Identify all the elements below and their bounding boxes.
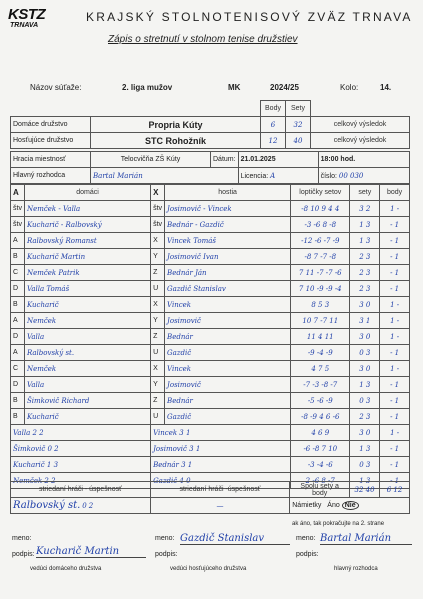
total-sety: 32 40 (350, 482, 380, 498)
match-away-player: Vincek (165, 297, 291, 313)
date-label: Dátum: (211, 152, 239, 168)
match-away-player: Vincek Tomáš (165, 233, 291, 249)
away-captain-name: Gazdič Stanislav (180, 533, 290, 545)
number-label: číslo: (320, 172, 337, 180)
match-row (11, 393, 410, 409)
match-sety: 2 3 (350, 249, 380, 265)
away-sets: 40 (286, 133, 311, 149)
time-unit: hod. (340, 156, 356, 163)
home-sub-val: 0 (82, 502, 87, 510)
match-sety: 3 0 (350, 425, 380, 441)
time-text: 18:00 (320, 156, 339, 163)
notes-yes: Áno (327, 502, 340, 509)
match-sety: 3 2 (350, 201, 380, 217)
referee-name: Bartal Marián (91, 168, 239, 184)
sety-col-header: sety (350, 185, 380, 201)
match-sety: 2 3 (350, 281, 380, 297)
away-col-header: hostia (165, 185, 291, 201)
summary-away: Josimovič 3 1 (151, 441, 291, 457)
match-away-code: Z (151, 329, 165, 345)
match-away-code: X (151, 297, 165, 313)
match-body: - 1 (380, 393, 410, 409)
podpis-label-ref: podpis: (296, 551, 319, 558)
match-away-code: U (151, 409, 165, 425)
away-team-label: Hosťujúce družstvo (11, 133, 91, 149)
away-team-name: STC Rohožník (91, 133, 261, 149)
referee-label: Hlavný rozhodca (11, 168, 91, 184)
match-away-code: Y (151, 313, 165, 329)
match-body: - 1 (380, 409, 410, 425)
subs-table (10, 481, 410, 514)
match-balls: -9 -4 -9 (291, 345, 350, 361)
match-home-player: Valla (24, 329, 150, 345)
match-balls: -5 -6 -9 (291, 393, 350, 409)
match-body: 1 - (380, 329, 410, 345)
notes-no: Nie (342, 501, 359, 510)
x-letter: X (151, 185, 165, 201)
podpis-label-away: podpis: (155, 551, 178, 558)
home-captain-label: vedúci domáceho družstva (30, 566, 102, 572)
match-away-player: Gazdič (165, 345, 291, 361)
venue-table (10, 151, 410, 184)
match-sety: 1 3 (350, 377, 380, 393)
match-sety: 0 3 (350, 457, 380, 473)
away-subs-label: striedaní hráči -úspešnosť (150, 482, 290, 498)
summary-home: Nemček 2 2 (11, 473, 151, 489)
match-home-code: B (11, 297, 25, 313)
license-value: A (270, 171, 276, 180)
match-away-player: Josimovič - Vincek (165, 201, 291, 217)
match-home-player: Nemček Patrik (24, 265, 150, 281)
away-captain-label: vedúci hosťujúceho družstva (170, 566, 247, 572)
match-sety: 1 3 (350, 233, 380, 249)
match-row (11, 249, 410, 265)
home-sub-name: Ralbovský st. (13, 500, 81, 511)
match-sety: 3 1 (350, 313, 380, 329)
match-away-player: Josimovič (165, 377, 291, 393)
match-away-code: Z (151, 265, 165, 281)
match-row (11, 297, 410, 313)
match-away-code: X (151, 361, 165, 377)
match-balls: -8 -9 4 6 -6 (291, 409, 350, 425)
summary-home: Kucharič 1 3 (11, 457, 151, 473)
home-team-name: Propria Kúty (91, 117, 261, 133)
match-balls: -8 10 9 4 4 (291, 201, 350, 217)
col-body: Body (261, 101, 286, 117)
kstz-logo-sub: TRNAVA (10, 22, 39, 29)
meno-label-home: meno: (12, 535, 32, 542)
document-subtitle: Zápis o stretnutí v stolnom tenise družstiev (108, 34, 298, 45)
match-sety: 2 3 (350, 409, 380, 425)
match-home-code: štv (11, 201, 25, 217)
match-home-code: D (11, 377, 25, 393)
competition-label: Názov súťaže: (30, 83, 82, 92)
meno-label-ref: meno: (296, 535, 316, 542)
match-away-code: Y (151, 377, 165, 393)
match-home-player: Nemček (24, 313, 150, 329)
match-body: 1 - (380, 361, 410, 377)
teams-table (10, 100, 410, 149)
match-balls: 10 7 -7 11 (291, 313, 350, 329)
match-balls: -8 7 -7 -8 (291, 249, 350, 265)
match-away-player: Bednár (165, 393, 291, 409)
match-row (11, 313, 410, 329)
match-row (11, 377, 410, 393)
match-row (11, 425, 410, 441)
match-away-player: Vincek (165, 361, 291, 377)
org-title: KRAJSKÝ STOLNOTENISOVÝ ZVÄZ TRNAVA (86, 10, 413, 24)
summary-away: Bednár 3 1 (151, 457, 291, 473)
match-body: - 1 (380, 249, 410, 265)
col-sety: Sety (286, 101, 311, 117)
summary-away: Vincek 3 1 (151, 425, 291, 441)
match-home-player: Nemček (24, 361, 150, 377)
match-away-player: Bednár Ján (165, 265, 291, 281)
kstz-logo: KSTZ (8, 6, 46, 23)
match-away-code: štv (151, 201, 165, 217)
away-sub-entry: — (150, 498, 290, 514)
match-body: - 1 (380, 457, 410, 473)
time-value (318, 152, 409, 168)
match-away-code: Y (151, 249, 165, 265)
match-away-player: Josimovič (165, 313, 291, 329)
match-body: 1 - (380, 297, 410, 313)
summary-away: Gazdič 4 0 (151, 473, 291, 489)
overall-label-home: celkový výsledok (311, 117, 410, 133)
overall-label-away: celkový výsledok (311, 133, 410, 149)
match-balls: 2 -6 8 -7 (291, 473, 350, 489)
license-cell (238, 168, 318, 184)
total-body: 6 12 (380, 482, 410, 498)
match-home-player: Kucharič (24, 297, 150, 313)
match-away-code: Z (151, 393, 165, 409)
balls-col-header: loptičky setov (291, 185, 350, 201)
meno-label-away: meno: (155, 535, 175, 542)
match-home-code: štv (11, 217, 25, 233)
mk-label: MK (228, 83, 241, 92)
match-row (11, 281, 410, 297)
home-team-label: Domáce družstvo (11, 117, 91, 133)
home-points: 6 (261, 117, 286, 133)
match-balls: 8 5 3 (291, 297, 350, 313)
match-row (11, 265, 410, 281)
podpis-label-home: podpis: (12, 551, 35, 558)
referee-footer-label: hlavný rozhodca (334, 566, 378, 572)
match-sety: 3 0 (350, 329, 380, 345)
match-away-code: U (151, 345, 165, 361)
home-sets: 32 (286, 117, 311, 133)
match-sety: 0 3 (350, 345, 380, 361)
venue-label: Hracia miestnosť (11, 152, 91, 168)
match-balls: -6 -8 7 10 (291, 441, 350, 457)
match-home-code: D (11, 329, 25, 345)
away-points: 12 (261, 133, 286, 149)
match-balls: 7 10 -9 -9 -4 (291, 281, 350, 297)
notes-cell (290, 498, 410, 514)
match-sety: 1 3 (350, 217, 380, 233)
number-value: 00 030 (338, 171, 364, 180)
match-balls: -3 -6 8 -8 (291, 217, 350, 233)
total-label: Spolu sety a body (290, 482, 350, 498)
match-body: - 1 (380, 473, 410, 489)
match-home-code: C (11, 265, 25, 281)
match-balls: -3 -4 -6 (291, 457, 350, 473)
venue-value: Telocvičňa ZŠ Kúty (91, 152, 211, 168)
match-body: - 1 (380, 265, 410, 281)
match-row (11, 329, 410, 345)
match-body: - 1 (380, 345, 410, 361)
notes-continue: ak áno, tak pokračujte na 2. strane (292, 521, 385, 527)
number-cell (318, 168, 409, 184)
match-home-player: Ralbovský Romanst (24, 233, 150, 249)
matches-table (10, 184, 410, 489)
match-away-player: Gazdič (165, 409, 291, 425)
home-sub-val2: 2 (88, 502, 94, 510)
match-body: - 1 (380, 441, 410, 457)
match-row (11, 457, 410, 473)
match-body: - 1 (380, 233, 410, 249)
match-away-player: Gazdič Stanislav (165, 281, 291, 297)
season-value: 2024/25 (270, 83, 299, 92)
match-balls: -12 -6 -7 -9 (291, 233, 350, 249)
match-row (11, 201, 410, 217)
match-sety: 1 3 (350, 441, 380, 457)
match-balls: -7 -3 -8 -7 (291, 377, 350, 393)
notes-label: Námietky (292, 502, 322, 509)
match-away-player: Bednár (165, 329, 291, 345)
match-home-player: Šimkovič Richard (24, 393, 150, 409)
match-away-player: Josimovič Ivan (165, 249, 291, 265)
match-home-code: A (11, 313, 25, 329)
match-home-player: Kucharič (24, 409, 150, 425)
match-balls: 4 6 9 (291, 425, 350, 441)
match-away-code: U (151, 281, 165, 297)
match-home-player: Kucharič - Ralbovský (24, 217, 150, 233)
match-body: - 1 (380, 281, 410, 297)
round-label: Kolo: (340, 83, 359, 92)
match-body: - 1 (380, 377, 410, 393)
match-body: - 1 (380, 217, 410, 233)
home-captain-sign: Kucharič Martin (36, 546, 146, 558)
body-col-header: body (380, 185, 410, 201)
match-home-code: B (11, 409, 25, 425)
match-balls: 11 4 11 (291, 329, 350, 345)
date-value: 21.01.2025 (238, 152, 318, 168)
summary-home: Valla 2 2 (11, 425, 151, 441)
match-home-player: Kucharič Martin (24, 249, 150, 265)
match-balls: 7 11 -7 -7 -6 (291, 265, 350, 281)
match-home-code: A (11, 345, 25, 361)
match-sety: 0 3 (350, 393, 380, 409)
match-home-code: B (11, 393, 25, 409)
match-sety: 2 3 (350, 265, 380, 281)
match-away-code: X (151, 233, 165, 249)
competition-value: 2. liga mužov (122, 83, 173, 92)
match-row (11, 233, 410, 249)
match-home-code: C (11, 361, 25, 377)
round-value: 14. (380, 83, 392, 92)
home-subs-label: striedaní hráči - úspešnosť (11, 482, 151, 498)
match-home-code: B (11, 249, 25, 265)
match-home-player: Valla Tomáš (24, 281, 150, 297)
match-home-player: Nemček - Valla (24, 201, 150, 217)
match-body: 1 - (380, 425, 410, 441)
match-sety: 3 0 (350, 361, 380, 377)
referee-sign: Bartal Marián (320, 533, 412, 545)
match-body: 1 - (380, 313, 410, 329)
match-row (11, 217, 410, 233)
home-sub-entry (11, 498, 151, 514)
match-row (11, 441, 410, 457)
match-away-player: Bednár - Gazdič (165, 217, 291, 233)
match-sety: 3 0 (350, 297, 380, 313)
match-row (11, 361, 410, 377)
license-label: Licencia: (240, 172, 269, 180)
summary-home: Šimkovič 0 2 (11, 441, 151, 457)
home-letter: A (11, 185, 25, 201)
match-sety: 1 3 (350, 473, 380, 489)
match-home-code: A (11, 233, 25, 249)
match-body: 1 - (380, 201, 410, 217)
home-col-header: domáci (24, 185, 150, 201)
match-home-player: Ralbovský st. (24, 345, 150, 361)
match-row (11, 409, 410, 425)
match-home-code: D (11, 281, 25, 297)
match-balls: 4 7 5 (291, 361, 350, 377)
match-home-player: Valla (24, 377, 150, 393)
match-row (11, 345, 410, 361)
match-away-code: štv (151, 217, 165, 233)
